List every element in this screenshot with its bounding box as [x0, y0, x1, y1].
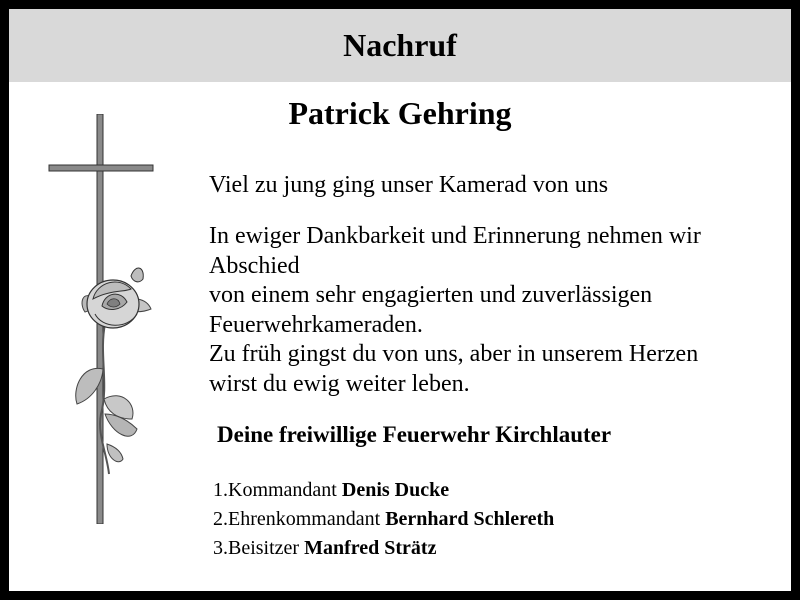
- text-line: wirst du ewig weiter leben.: [209, 370, 470, 397]
- member-name: Manfred Strätz: [304, 537, 437, 559]
- text-line: von einem sehr engagierten und zuverlässigen: [209, 282, 653, 308]
- member-entry: [213, 534, 554, 563]
- obituary-notice: [9, 9, 791, 591]
- member-name: Denis Ducke: [341, 479, 450, 501]
- member-name: Bernhard Schlereth: [385, 508, 555, 530]
- member-role: 1.Kommandant: [213, 479, 337, 501]
- header-banner: [9, 9, 791, 82]
- member-entry: [213, 476, 554, 505]
- organization-name: Deine freiwillige Feuerwehr Kirchlauter: [217, 422, 612, 447]
- obituary-text: [209, 222, 784, 399]
- text-line: Feuerwehrkameraden.: [209, 311, 423, 338]
- page-title: Nachruf: [343, 27, 457, 63]
- member-role: 2.Ehrenkommandant: [213, 508, 381, 530]
- member-entry: [213, 505, 554, 534]
- text-line: In ewiger Dankbarkeit und Erinnerung nehmen wir: [209, 223, 701, 249]
- text-line: Zu früh gingst du von uns, aber in unserem Herzen: [209, 341, 699, 367]
- cross-with-rose-icon: [47, 114, 157, 524]
- member-role: 3.Beisitzer: [213, 537, 300, 559]
- lead-sentence: Viel zu jung ging unser Kamerad von uns: [209, 172, 609, 198]
- member-list: [213, 476, 554, 563]
- text-line: Abschied: [209, 252, 300, 279]
- deceased-name: Patrick Gehring: [288, 95, 512, 131]
